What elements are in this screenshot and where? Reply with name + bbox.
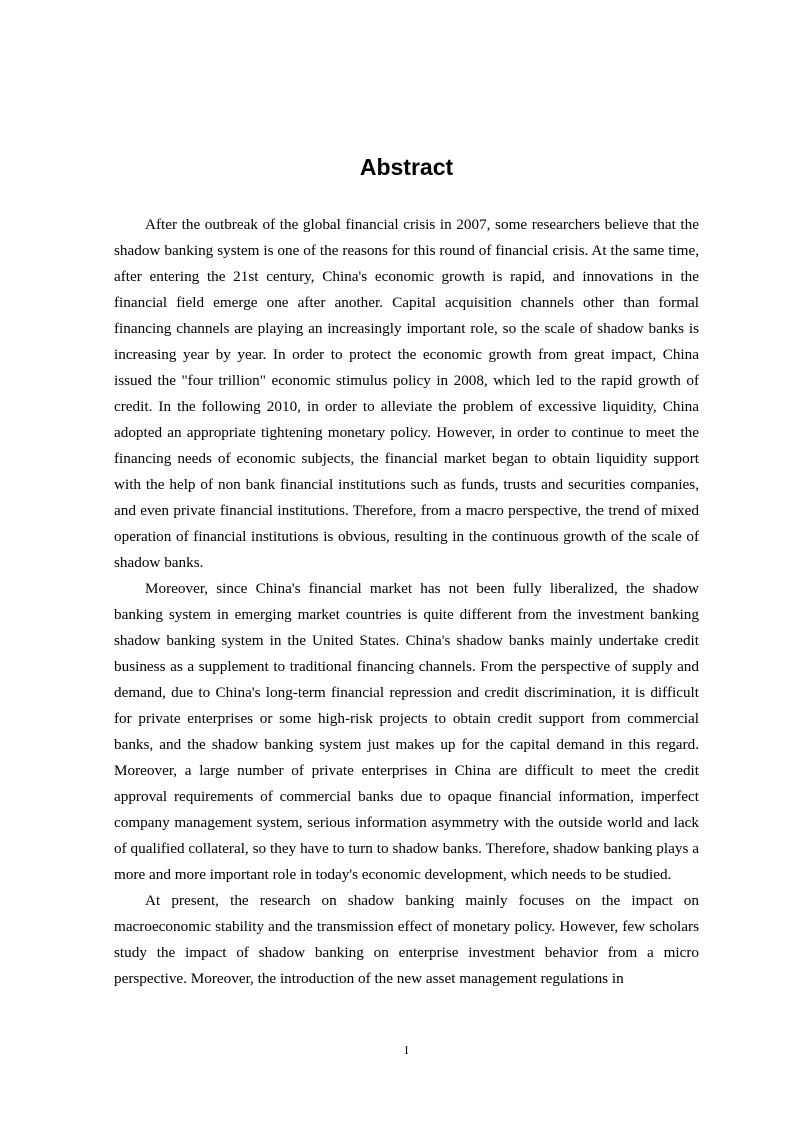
abstract-body xyxy=(114,212,699,992)
paragraph-2: Moreover, since China's financial market has not been fully liberalized, the shadow banking system in emerging market countries is quite different from the investment banking shadow banking system in the United States. China's shadow banks mainly undertake credit business as a supplement to traditional financing channels. From the perspective of supply and demand, due to China's long-term financial repression and credit discrimination, it is difficult for private enterprises or some high-risk projects to obtain credit support from commercial banks, and the shadow banking system just makes up for the capital demand in this regard. Moreover, a large number of private enterprises in China are difficult to meet the credit approval requirements of commercial banks due to opaque financial information, imperfect company management system, serious information asymmetry with the outside world and lack of qualified collateral, so they have to turn to shadow banks. Therefore, shadow banking plays a more and more important role in today's economic development, which needs to be studied. xyxy=(114,580,699,883)
paragraph-3: At present, the research on shadow banking mainly focuses on the impact on macroeconomic stability and the transmission effect of monetary policy. However, few scholars study the impact of shadow banking on enterprise investment behavior from a micro perspective. Moreover, the introduction of the new asset management regulations in xyxy=(114,892,699,987)
page-title: Abstract xyxy=(359,154,454,180)
paragraph-1: After the outbreak of the global financial crisis in 2007, some researchers believe that the shadow banking system is one of the reasons for this round of financial crisis. At the same time, after entering the 21st century, China's economic growth is rapid, and innovations in the financial field emerge one after another. Capital acquisition channels other than formal financing channels are playing an increasingly important role, so the scale of shadow banks is increasing year by year. In order to protect the economic growth from great impact, China issued the "four trillion" economic stimulus policy in 2008, which led to the rapid growth of credit. In the following 2010, in order to alleviate the problem of excessive liquidity, China adopted an appropriate tightening monetary policy. However, in order to continue to meet the financing needs of economic subjects, the financial market began to obtain liquidity support with the help of non bank financial institutions such as funds, trusts and securities companies, and even private financial institutions. Therefore, from a macro perspective, the trend of mixed operation of financial institutions is obvious, resulting in the continuous growth of the scale of shadow banks. xyxy=(114,216,699,571)
page-number: I xyxy=(404,1043,409,1057)
